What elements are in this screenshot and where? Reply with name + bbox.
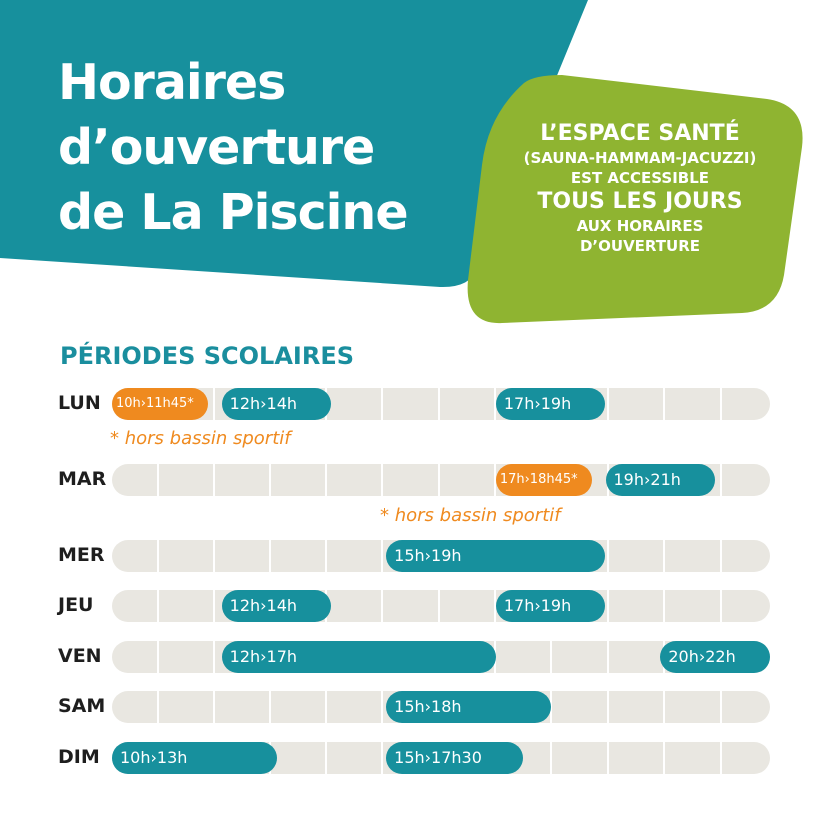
track-divider [438,388,440,420]
day-label: LUN [58,392,101,414]
footnote-hors-bassin-sportif: * hors bassin sportif [110,428,291,449]
track-divider [607,388,609,420]
time-slot: 10h›11h45* [112,388,208,420]
track-divider [325,691,327,723]
track-divider [550,641,552,673]
time-slot: 17h›19h [496,590,606,622]
schedule-row-mar [0,464,827,496]
track-divider [157,540,159,572]
track-divider [720,691,722,723]
track-divider [663,388,665,420]
time-slot: 12h›17h [222,641,496,673]
track-divider [381,590,383,622]
track-divider [663,540,665,572]
track-divider [213,691,215,723]
time-slot: 15h›17h30 [386,742,523,774]
track-divider [325,742,327,774]
health-line-6: D’OUVERTURE [579,237,701,255]
day-label: DIM [58,746,100,768]
track-divider [607,540,609,572]
track-divider [663,691,665,723]
day-label: VEN [58,645,102,667]
page-title [58,50,408,245]
track-divider [438,590,440,622]
health-line-4: TOUS LES JOURS [537,189,743,214]
title-line-3: de La Piscine [58,184,408,241]
time-slot: 10h›13h [112,742,277,774]
track-divider [157,641,159,673]
track-divider [213,388,215,420]
track-divider [213,590,215,622]
track-divider [381,691,383,723]
track-divider [720,540,722,572]
time-track [112,464,770,496]
track-divider [381,388,383,420]
track-divider [269,464,271,496]
day-label: MER [58,544,105,566]
health-line-3: EST ACCESSIBLE [570,169,710,187]
time-track [112,691,770,723]
section-title: PÉRIODES SCOLAIRES [60,342,355,370]
track-divider [213,540,215,572]
schedule-row-mer [0,540,827,572]
track-divider [269,540,271,572]
track-divider [720,388,722,420]
time-slot: 20h›22h [660,641,770,673]
health-line-2: (SAUNA-HAMMAM-JACUZZI) [523,149,757,167]
schedule-row-sam [0,691,827,723]
health-line-5: AUX HORAIRES [576,217,704,235]
time-track [112,388,770,420]
time-slot: 19h›21h [606,464,716,496]
track-divider [607,590,609,622]
time-slot: 17h›19h [496,388,606,420]
schedule-row-lun [0,388,827,420]
track-divider [325,540,327,572]
track-divider [381,540,383,572]
track-divider [157,691,159,723]
time-track [112,590,770,622]
track-divider [381,464,383,496]
track-divider [607,742,609,774]
health-line-1: L’ESPACE SANTÉ [540,121,740,146]
track-divider [213,464,215,496]
time-track [112,742,770,774]
schedule-row-jeu [0,590,827,622]
track-divider [157,590,159,622]
day-label: SAM [58,695,106,717]
time-track [112,540,770,572]
day-label: MAR [58,468,107,490]
track-divider [720,590,722,622]
track-divider [269,691,271,723]
title-line-1: Horaires [58,54,286,111]
track-divider [663,590,665,622]
track-divider [720,742,722,774]
schedule-row-ven [0,641,827,673]
track-divider [720,464,722,496]
title-line-2: d’ouverture [58,119,375,176]
track-divider [607,691,609,723]
time-slot: 15h›19h [386,540,605,572]
track-divider [381,742,383,774]
schedule-row-dim [0,742,827,774]
day-label: JEU [58,594,94,616]
track-divider [438,464,440,496]
track-divider [550,742,552,774]
track-divider [213,641,215,673]
time-slot: 12h›14h [222,388,332,420]
track-divider [663,742,665,774]
time-slot: 17h›18h45* [496,464,592,496]
track-divider [157,464,159,496]
health-area-text [500,120,780,256]
track-divider [607,641,609,673]
time-slot: 15h›18h [386,691,551,723]
footnote-hors-bassin-sportif: * hors bassin sportif [380,505,561,526]
time-track [112,641,770,673]
time-slot: 12h›14h [222,590,332,622]
track-divider [325,464,327,496]
